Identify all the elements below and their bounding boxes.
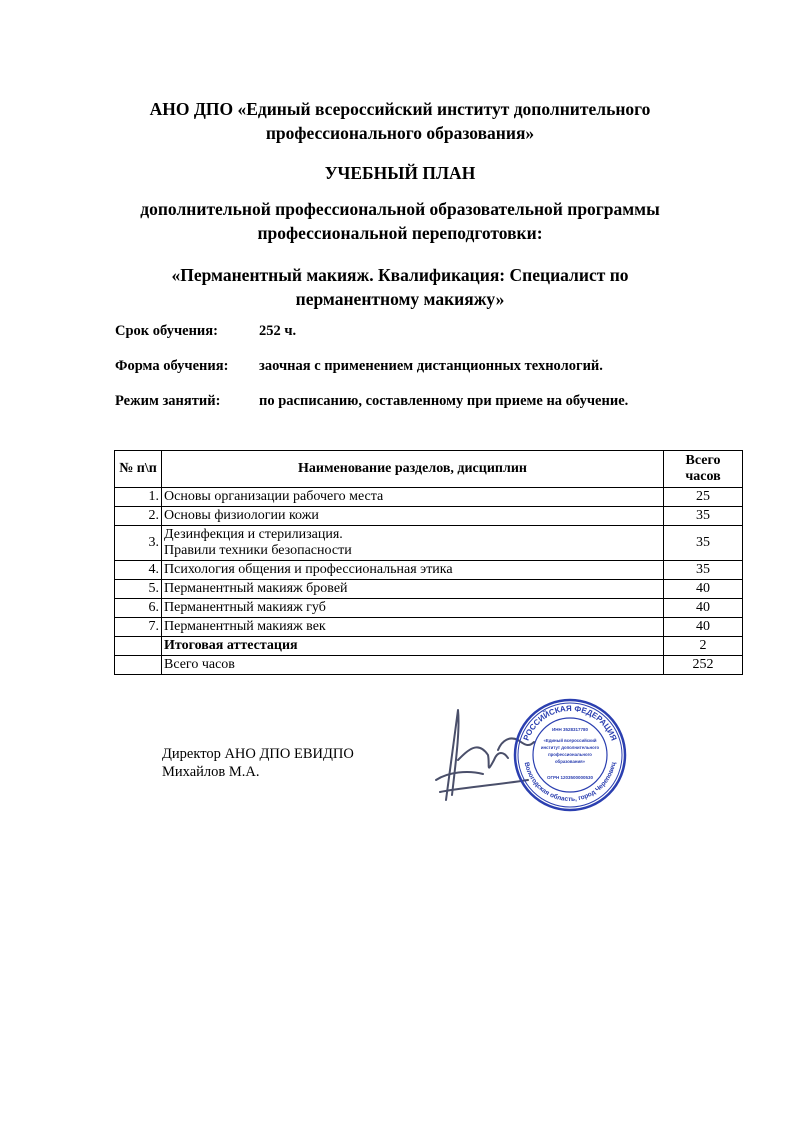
header-hours bbox=[664, 451, 743, 488]
header-hours-line-2: часов bbox=[685, 469, 721, 484]
stamp-inner-1: «Единый всероссийский bbox=[543, 738, 597, 743]
duration-value: 252 ч. bbox=[259, 323, 297, 339]
row-num: 7. bbox=[115, 618, 162, 637]
table-row bbox=[115, 488, 743, 507]
org-line-1: АНО ДПО «Единый всероссийский институт дополнительного bbox=[149, 99, 651, 119]
row-hours: 40 bbox=[664, 599, 743, 618]
organization-title bbox=[0, 97, 800, 145]
table-row bbox=[115, 507, 743, 526]
stamp-inn: ИНН 3528317780 bbox=[551, 727, 589, 732]
header-name: Наименование разделов, дисциплин bbox=[162, 451, 664, 488]
director-name: Михайлов М.А. bbox=[162, 764, 260, 780]
row-num: 6. bbox=[115, 599, 162, 618]
row-name-line-1: Дезинфекция и стерилизация. bbox=[164, 527, 343, 542]
row-name-line-2: Правили техники безопасности bbox=[164, 543, 352, 558]
row-num: 1. bbox=[115, 488, 162, 507]
row-hours: 25 bbox=[664, 488, 743, 507]
duration-field bbox=[115, 323, 297, 340]
stamp-inner-4: образования» bbox=[554, 759, 586, 764]
study-mode-field bbox=[115, 393, 629, 410]
row-name: Основы физиологии кожи bbox=[162, 507, 664, 526]
row-hours: 40 bbox=[664, 580, 743, 599]
program-line-2: перманентному макияжу» bbox=[295, 289, 505, 309]
row-hours: 252 bbox=[664, 656, 743, 675]
row-hours: 2 bbox=[664, 637, 743, 656]
table-row bbox=[115, 580, 743, 599]
curriculum-table bbox=[114, 450, 743, 675]
svg-text:РОССИЙСКАЯ ФЕДЕРАЦИЯ bbox=[522, 704, 619, 742]
duration-label: Срок обучения: bbox=[115, 323, 218, 339]
row-name: Итоговая аттестация bbox=[162, 637, 664, 656]
row-num: 4. bbox=[115, 561, 162, 580]
row-num bbox=[115, 637, 162, 656]
header-hours-line-1: Всего bbox=[685, 453, 721, 468]
table-row-total bbox=[115, 656, 743, 675]
stamp-top-text: РОССИЙСКАЯ ФЕДЕРАЦИЯ bbox=[521, 703, 619, 742]
subtitle-line-2: профессиональной переподготовки: bbox=[257, 223, 543, 243]
study-form-label: Форма обучения: bbox=[115, 358, 229, 374]
table-row bbox=[115, 618, 743, 637]
table-header-row bbox=[115, 451, 743, 488]
row-num: 3. bbox=[115, 526, 162, 561]
stamp-inner-2: институт дополнительного bbox=[540, 745, 600, 750]
row-hours: 35 bbox=[664, 561, 743, 580]
study-mode-value: по расписанию, составленному при приеме на обучение. bbox=[259, 393, 629, 409]
row-name bbox=[162, 526, 664, 561]
header-num: № п\п bbox=[115, 451, 162, 488]
stamp-bottom-text: Вологодская область, город Череповец bbox=[522, 761, 618, 804]
row-name: Перманентный макияж век bbox=[162, 618, 664, 637]
study-form-value: заочная с применением дистанционных технологий. bbox=[259, 358, 603, 374]
program-type bbox=[0, 197, 800, 245]
plan-title: УЧЕБНЫЙ ПЛАН bbox=[324, 163, 476, 183]
director-title: Директор АНО ДПО ЕВИДПО bbox=[162, 746, 354, 762]
subtitle-line-1: дополнительной профессиональной образовательной программы bbox=[140, 199, 660, 219]
row-name: Перманентный макияж губ bbox=[162, 599, 664, 618]
row-num bbox=[115, 656, 162, 675]
program-name bbox=[0, 263, 800, 311]
table-row-final-attestation bbox=[115, 637, 743, 656]
table-row bbox=[115, 526, 743, 561]
study-mode-label: Режим занятий: bbox=[115, 393, 221, 409]
stamp-inner-3: профессионального bbox=[548, 752, 592, 757]
row-num: 5. bbox=[115, 580, 162, 599]
svg-text:Вологодская область, город Чер bbox=[523, 762, 618, 804]
director-signature-block bbox=[162, 745, 354, 781]
table-row bbox=[115, 599, 743, 618]
program-line-1: «Перманентный макияж. Квалификация: Специалист по bbox=[171, 265, 629, 285]
table-row bbox=[115, 561, 743, 580]
row-hours: 35 bbox=[664, 526, 743, 561]
org-line-2: профессионального образования» bbox=[265, 123, 535, 143]
row-name: Основы организации рабочего места bbox=[162, 488, 664, 507]
row-name: Перманентный макияж бровей bbox=[162, 580, 664, 599]
organization-stamp-icon bbox=[510, 695, 630, 815]
row-name: Всего часов bbox=[162, 656, 664, 675]
row-name: Психология общения и профессиональная этика bbox=[162, 561, 664, 580]
stamp-ogrn: ОГРН 1203500000530 bbox=[546, 775, 594, 780]
study-form-field bbox=[115, 358, 603, 375]
row-hours: 35 bbox=[664, 507, 743, 526]
row-hours: 40 bbox=[664, 618, 743, 637]
row-num: 2. bbox=[115, 507, 162, 526]
